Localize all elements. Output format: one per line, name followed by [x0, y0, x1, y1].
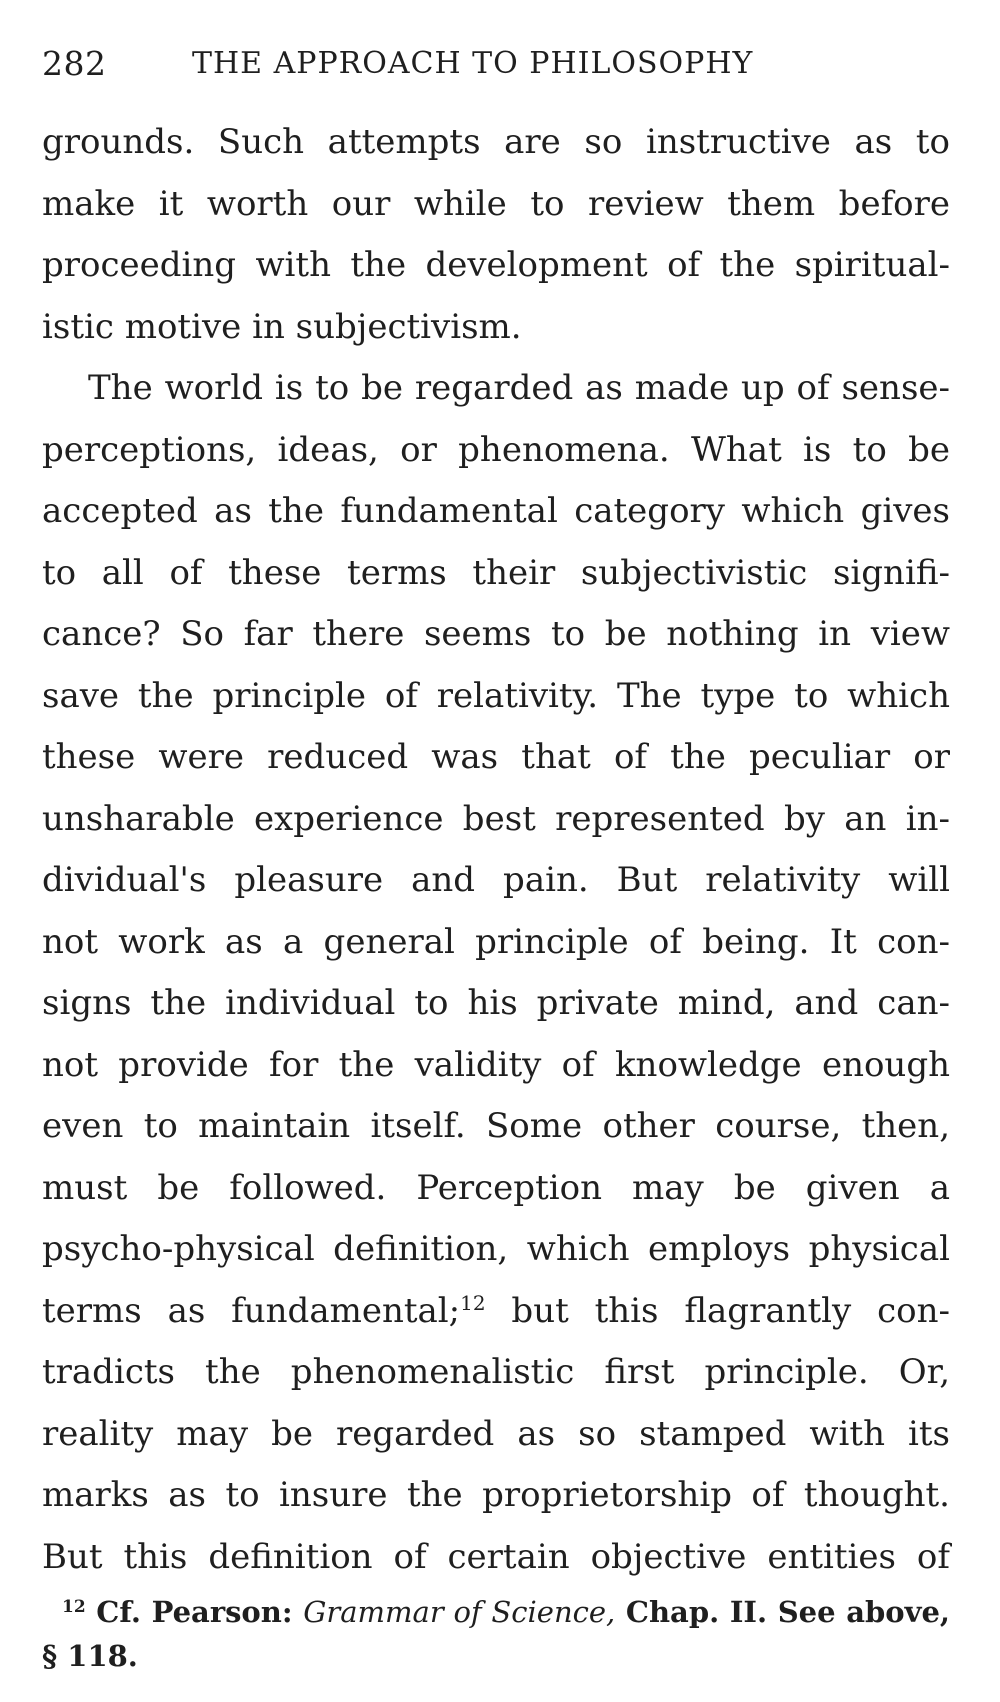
running-head: THE APPROACH TO PHILOSOPHY [192, 46, 754, 81]
footnote-line [42, 1590, 950, 1634]
text-line: unsharable experience best represented by an in- [42, 798, 950, 839]
footnote-reference: 12 [460, 1290, 486, 1315]
text-line: tradicts the phenomenalistic first principle. Or, [42, 1352, 950, 1392]
text-line: not work as a general principle of being. It con- [42, 921, 950, 962]
text-line: reality may be regarded as so stamped with its [42, 1413, 950, 1454]
footnote [42, 1590, 950, 1678]
page-header [42, 44, 942, 94]
text-line: accepted as the fundamental category which gives [42, 491, 950, 531]
text-line: these were reduced was that of the peculiar or [42, 737, 950, 777]
text-line: save the principle of relativity. The type to which [42, 675, 950, 716]
text-line: proceeding with the development of the spiritual- [42, 245, 950, 285]
footnote-text: Chap. II. See above, [615, 1595, 951, 1629]
text-line: But this definition of certain objective entities of [42, 1536, 950, 1577]
text-line: signs the individual to his private mind, and can- [42, 983, 950, 1023]
text-line: to all of these terms their subjectivistic signifi- [42, 552, 950, 593]
footnote-text: Cf. Pearson: [85, 1595, 304, 1629]
text-line: even to maintain itself. Some other course, then, [42, 1106, 950, 1146]
text-line: marks as to insure the proprietorship of thought. [42, 1475, 950, 1515]
text-line: not provide for the validity of knowledge enough [42, 1044, 950, 1085]
text-line-with-footnote-ref [42, 1281, 950, 1343]
text-line: The world is to be regarded as made up of sense- [88, 368, 950, 408]
footnote-line: § 118. [42, 1639, 138, 1673]
text-line: make it worth our while to review them before [42, 183, 950, 224]
text-line: istic motive in subjectivism. [42, 306, 522, 347]
text-line: dividual's pleasure and pain. But relativity will [42, 860, 950, 900]
text-line: perceptions, ideas, or phenomena. What is to be [42, 429, 950, 470]
footnote-marker: 12 [62, 1597, 86, 1617]
page-number: 282 [42, 44, 107, 83]
text-line: cance? So far there seems to be nothing in view [42, 614, 950, 654]
text-line: grounds. Such attempts are so instructive as to [42, 122, 950, 162]
text-segment: but this flagrantly con- [485, 1290, 950, 1331]
text-segment: terms as fundamental; [42, 1290, 461, 1331]
text-line: must be followed. Perception may be given a [42, 1167, 950, 1208]
footnote-title: Grammar of Science, [303, 1595, 616, 1629]
text-line: psycho-physical definition, which employs physical [42, 1229, 950, 1269]
body-text [42, 112, 950, 1588]
